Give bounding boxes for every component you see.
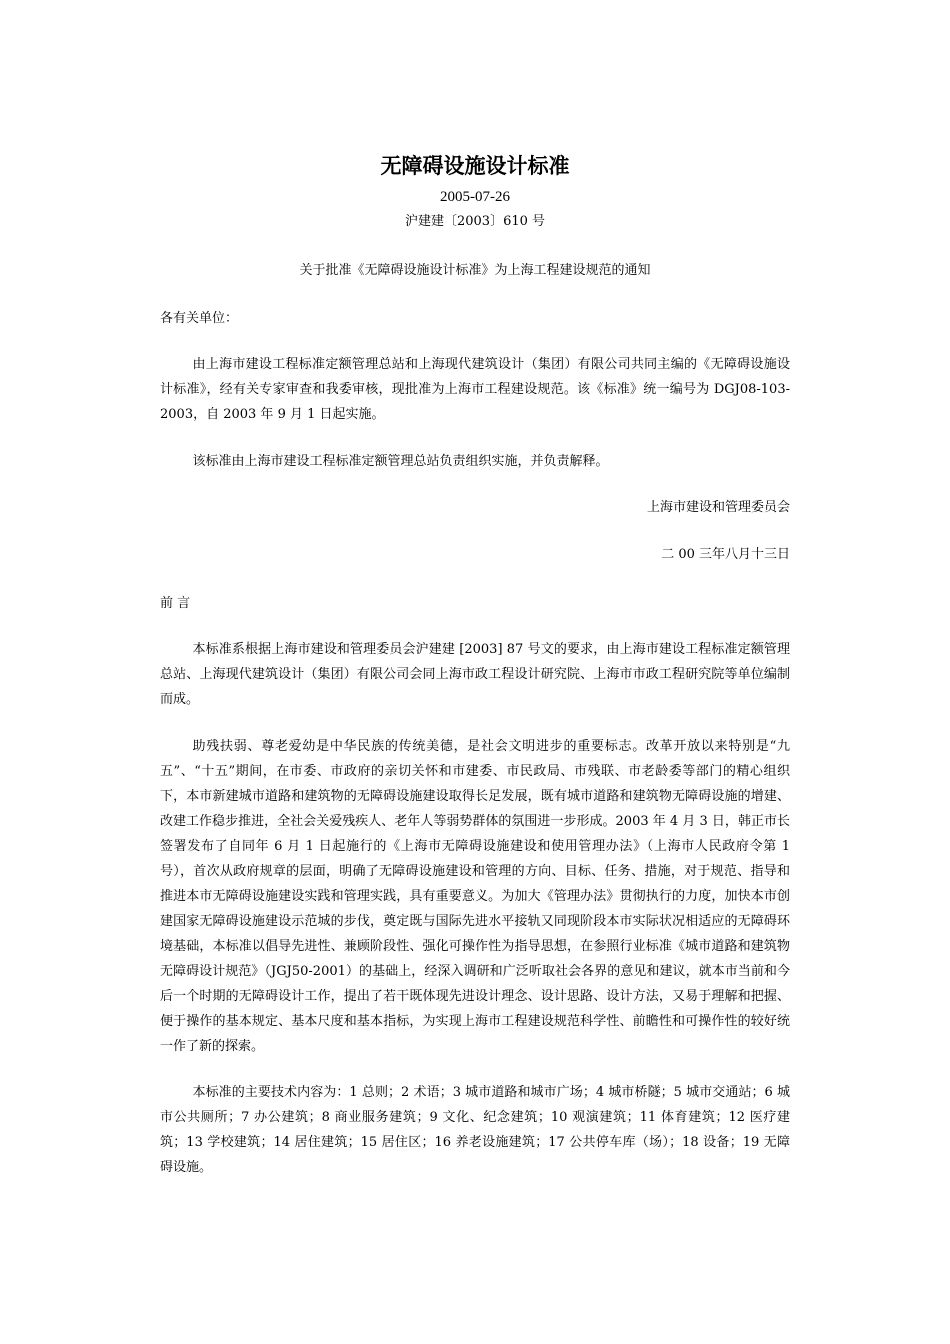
- approval-paragraph: 由上海市建设工程标准定额管理总站和上海现代建筑设计（集团）有限公司共同主编的《无障碍设施设计标准》，经有关专家审查和我委审核，现批准为上海市工程建设规范。该《标准》统一编号为 DGJ08-103-2003，自 2003 年 9 月 1 日起实施。: [160, 357, 790, 422]
- preface-paragraph-3: 本标准的主要技术内容为：1 总则；2 术语；3 城市道路和城市广场；4 城市桥隧；5 城市交通站；6 城市公共厕所；7 办公建筑；8 商业服务建筑；9 文化、纪念建筑；10 观演建筑；11 体育建筑；12 医疗建筑；13 学校建筑；14 居住建筑；15 居住区；16 养老设施建筑；17 公共停车库（场）；18 设备；19 无障碍设施。: [160, 1085, 790, 1175]
- notice-title: 关于批准《无障碍设施设计标准》为上海工程建设规范的通知: [299, 263, 651, 278]
- signature-date: 二 00 三年八月十三日: [661, 547, 790, 562]
- preface-paragraph-1: 本标准系根据上海市建设和管理委员会沪建建 [2003] 87 号文的要求，由上海市建设工程标准定额管理总站、上海现代建筑设计（集团）有限公司会同上海市政工程设计研究院、上海市市政工程研究院等单位编制而成。: [160, 642, 790, 707]
- preface-heading: 前 言: [160, 596, 191, 611]
- document-number: 沪建建〔2003〕610 号: [404, 214, 546, 229]
- signature-organization: 上海市建设和管理委员会: [646, 500, 790, 515]
- management-paragraph: 该标准由上海市建设工程标准定额管理总站负责组织实施，并负责解释。: [192, 454, 609, 469]
- salutation: 各有关单位：: [160, 311, 239, 326]
- document-page: [160, 0, 790, 1344]
- document-title: 无障碍设施设计标准: [380, 153, 570, 178]
- preface-paragraph-2: 助残扶弱、尊老爱幼是中华民族的传统美德，是社会文明进步的重要标志。改革开放以来特别是“九五”、“十五”期间，在市委、市政府的亲切关怀和市建委、市民政局、市残联、市老龄委等部门的精心组织下，本市新建城市道路和建筑物的无障碍设施建设取得长足发展，既有城市道路和建筑物无障碍设施的增建、改建工作稳步推进，全社会关爱残疾人、老年人等弱势群体的氛围进一步形成。2003 年 4 月 3 日，韩正市长签署发布了自同年 6 月 1 日起施行的《上海市无障碍设施建设和使用管理办法》（上海市人民政府令第 1 号），首次从政府规章的层面，明确了无障碍设施建设和管理的方向、目标、任务、措施，对于规范、指导和推进本市无障碍设施建设实践和管理实践，具有重要意义。为加大《管理办法》贯彻执行的力度，加快本市创建国家无障碍设施建设示范城的步伐，奠定既与国际先进水平接轨又同现阶段本市实际状况相适应的无障碍环境基础，本标准以倡导先进性、兼顾阶段性、强化可操作性为指导思想，在参照行业标准《城市道路和建筑物无障碍设计规范》（JGJ50-2001）的基础上，经深入调研和广泛听取社会各界的意见和建议，就本市当前和今后一个时期的无障碍设计工作，提出了若干既体现先进设计理念、设计思路、设计方法，又易于理解和把握、便于操作的基本规定、基本尺度和基本指标，为实现上海市工程建设规范科学性、前瞻性和可操作性的较好统一作了新的探索。: [160, 739, 790, 1054]
- publish-date: 2005-07-26: [440, 189, 510, 205]
